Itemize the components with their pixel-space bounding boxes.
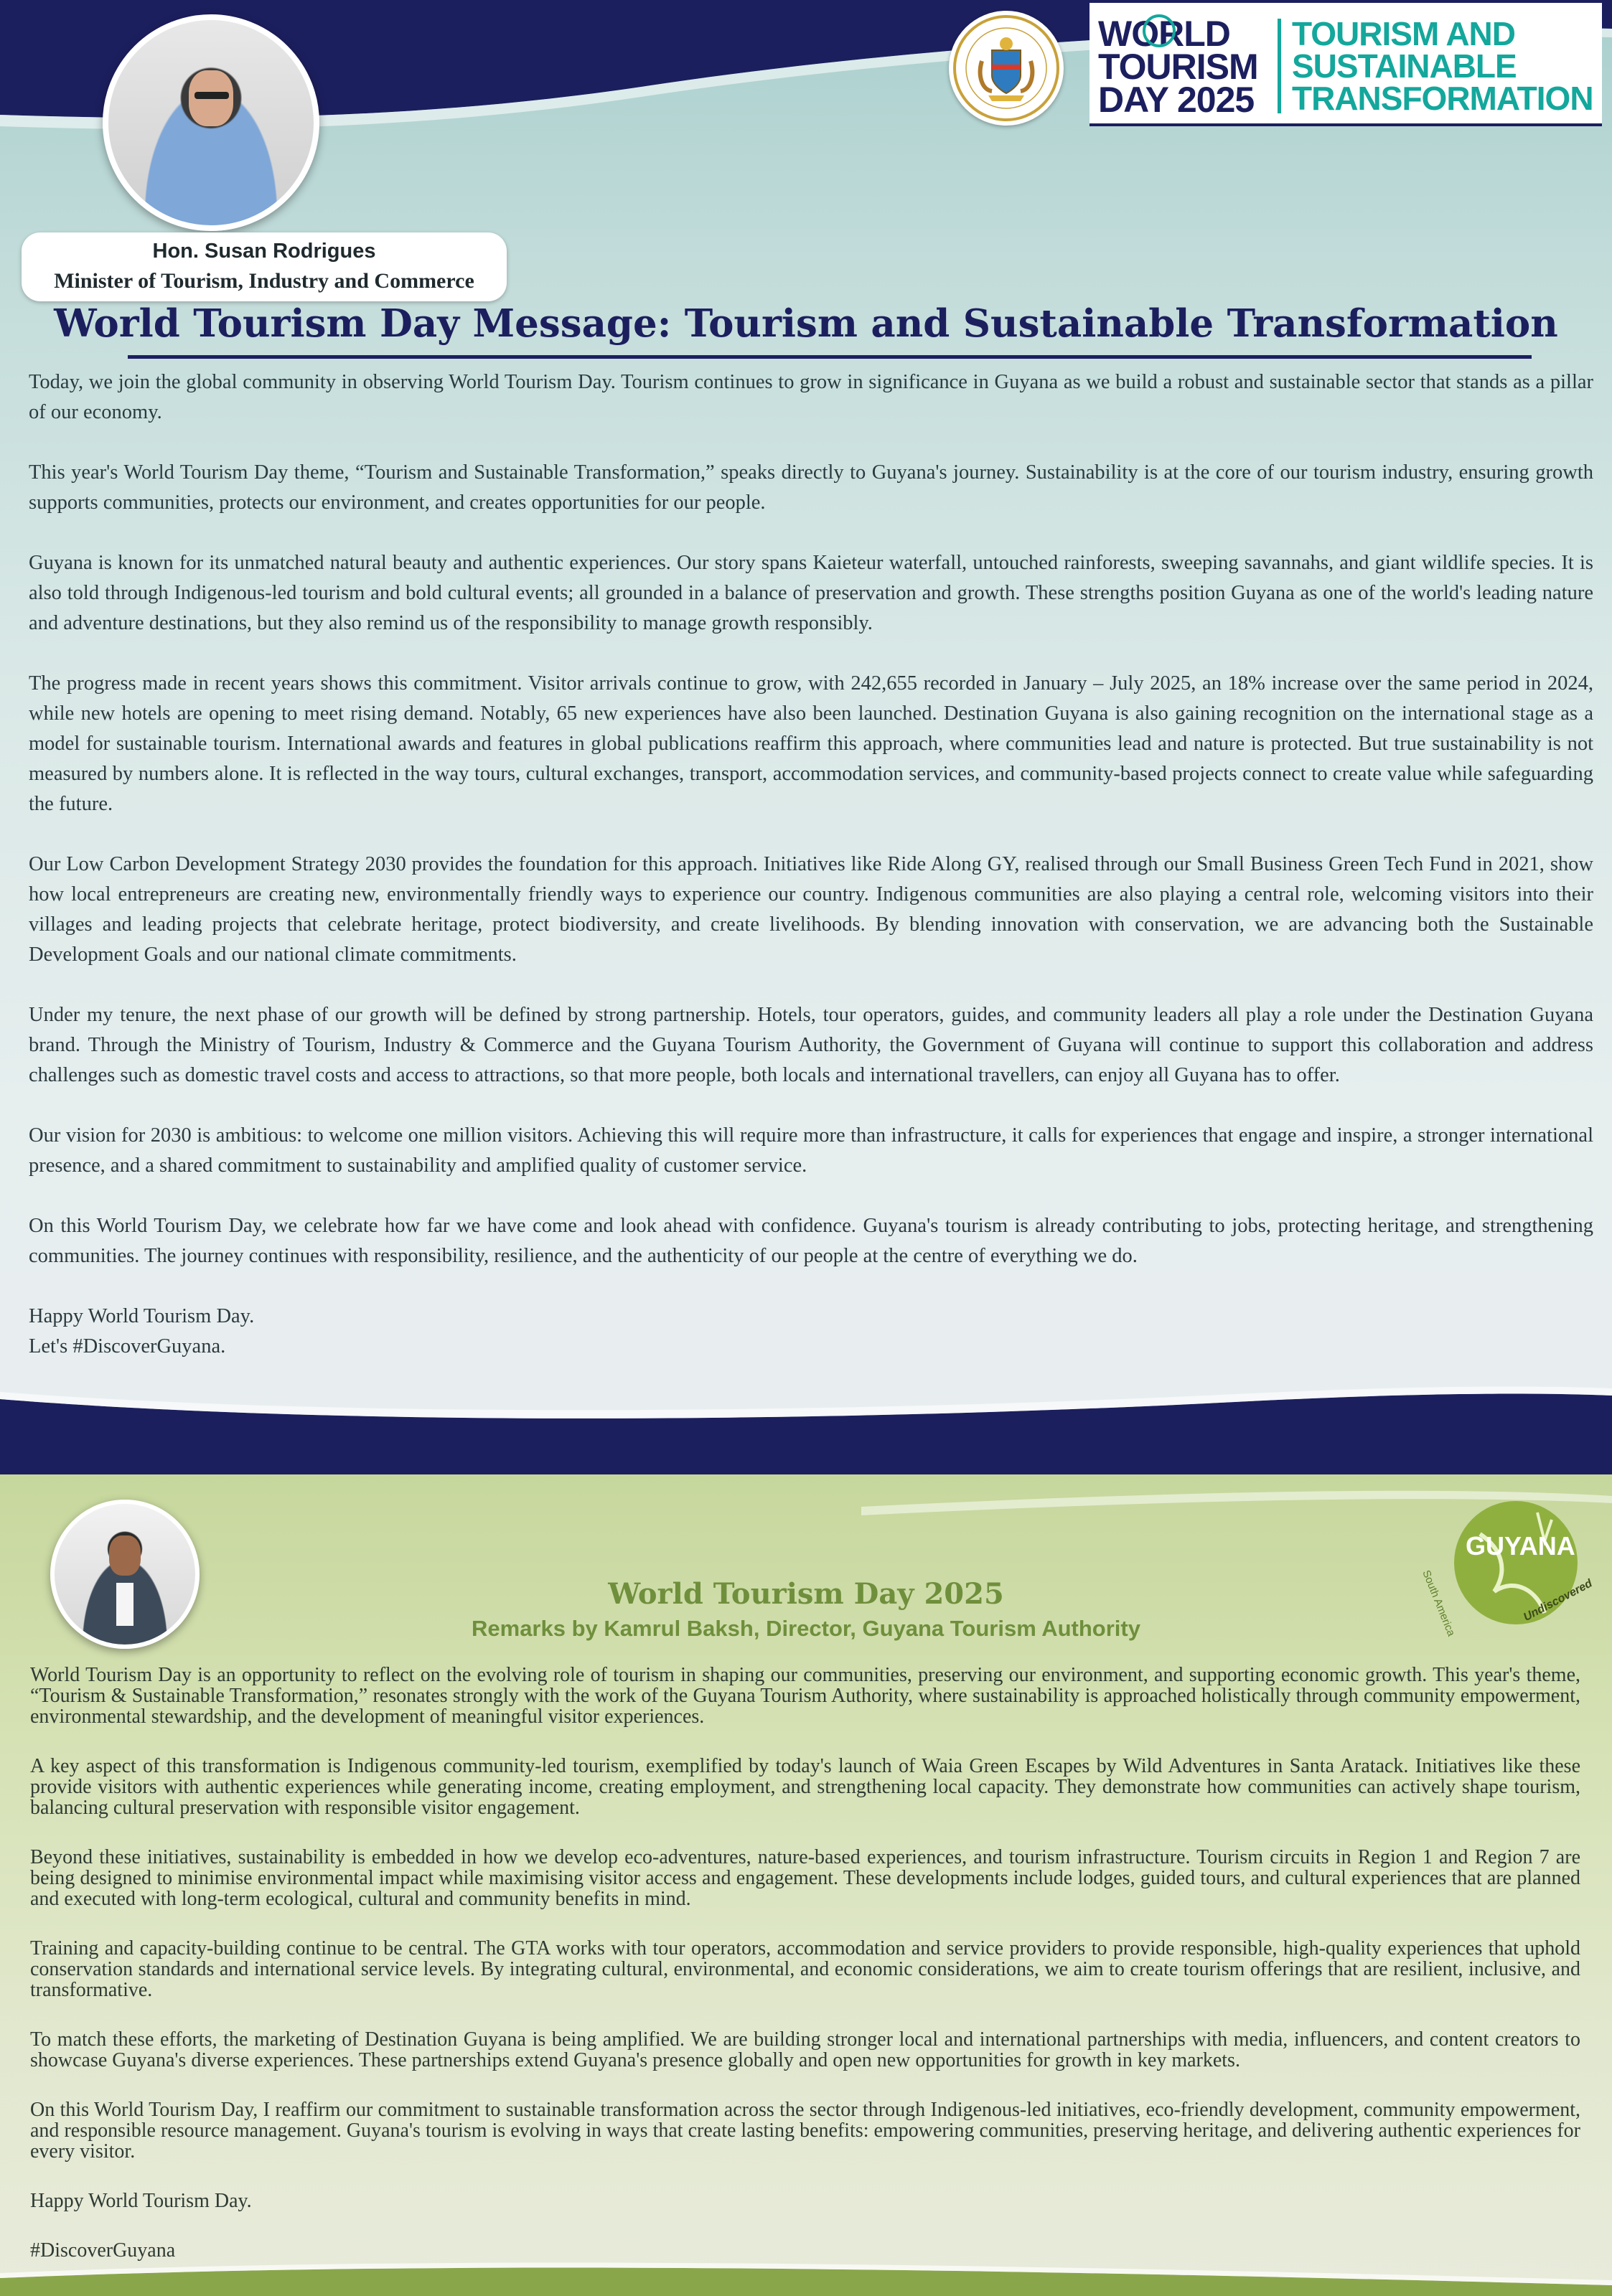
badge-divider xyxy=(1278,19,1281,113)
glasses-icon xyxy=(195,92,229,99)
closing-line: Happy World Tourism Day. xyxy=(29,1305,255,1327)
remarks-subtitle: Remarks by Kamrul Baksh, Director, Guyana Tourism Authority xyxy=(472,1616,1140,1641)
logo-tagline-undiscovered: Undiscovered xyxy=(1522,1577,1595,1624)
message-paragraph: The progress made in recent years shows this commitment. Visitor arrivals continue to grow, with 242,655 recorded in January – July 2025, an 18% increase over the same period in 2024, while new hotels are opening to meet rising demand. Notably, 65 new experiences have also been launched. Destination Guyana is also gaining recognition on the international stage as a model for sustainable tourism. International awards and features in global publications reaffirm this approach, where communities lead and nature is protected. But true sustainability is not measured by numbers alone. It is reflected in the way tours, cultural exchanges, transport, accommodation services, and community-based projects connect to create value while safeguarding the future. xyxy=(29,672,1593,815)
message-paragraph: Guyana is known for its unmatched natural beauty and authentic experiences. Our story spans Kaieteur waterfall, untouched rainforests, sweeping savannahs, and giant wildlife species. It is also told through Indigenous-led tourism and bold cultural events; all grounded in a balance of preservation and growth. These strengths position Guyana as one of the world's leading nature and adventure destinations, but they also remind us of the responsibility to manage growth responsibly. xyxy=(29,552,1593,634)
badge-theme-line1: TOURISM AND xyxy=(1292,15,1515,52)
message-body xyxy=(29,367,1593,1362)
remarks-paragraph: A key aspect of this transformation is Indigenous community-led tourism, exemplified by today's launch of Waia Green Escapes by Wild Adventures in Santa Aratack. Initiatives like these provide visitors with authentic experiences while generating income, creating employment, and strengthening local capacity. They demonstrate how communities can actively shape tourism, balancing cultural preservation with responsible visitor engagement. xyxy=(30,1755,1580,1819)
closing-hashtag: Let's #DiscoverGuyana. xyxy=(29,1335,226,1358)
message-paragraph: Under my tenure, the next phase of our growth will be defined by strong partnership. Hotels, tour operators, guides, and community leaders all play a role under the Destination Guyana brand. Through the Ministry of Tourism, Industry & Commerce and the Guyana Tourism Authority, the Government of Guyana will continue to support this collaboration and address challenges such as domestic travel costs and access to attractions, so that more people, both locals and international travellers, can enjoy all Guyana has to offer. xyxy=(29,1004,1593,1086)
ministry-crest xyxy=(949,11,1064,126)
message-paragraph: On this World Tourism Day, we celebrate how far we have come and look ahead with confidence. Guyana's tourism is already contributing to jobs, protecting heritage, and strengthening communities. The journey continues with responsibility, resilience, and the authenticity of our people at the centre of everything we do. xyxy=(29,1215,1593,1267)
remarks-paragraph: Happy World Tourism Day. xyxy=(30,2190,252,2212)
remarks-paragraph: Training and capacity-building continue to be central. The GTA works with tour operators, accommodation and service providers to provide responsible, high-quality experiences that uphold conservation standards and international service levels. By integrating cultural, environmental, and economic considerations, we aim to create tourism offerings that are resilient, inclusive, and transformative. xyxy=(30,1937,1580,2001)
remarks-paragraph: To match these efforts, the marketing of Destination Guyana is being amplified. We are building stronger local and international partnerships with media, influencers, and content creators to showcase Guyana's diverse experiences. These partnerships extend Guyana's presence globally and open new opportunities for growth in key markets. xyxy=(30,2028,1580,2071)
logo-tagline-south-america: South America xyxy=(1420,1568,1458,1638)
message-paragraph: Today, we join the global community in observing World Tourism Day. Tourism continues to grow in significance in Guyana as we build a robust and sustainable sector that stands as a pillar of our economy. xyxy=(29,371,1593,423)
guyana-logo-name: GUYANA xyxy=(1466,1531,1575,1561)
director-face xyxy=(109,1535,141,1576)
message-paragraph: Our vision for 2030 is ambitious: to welcome one million visitors. Achieving this will require more than infrastructure, it calls for experiences that engage and inspire, a stronger international presence, and a shared commitment to sustainability and amplified quality of customer service. xyxy=(29,1124,1593,1177)
remarks-body xyxy=(30,1665,1580,2261)
minister-portrait xyxy=(103,14,319,231)
remarks-paragraph: Beyond these initiatives, sustainability is embedded in how we develop eco-adventures, nature-based experiences, and tourism infrastructure. Tourism circuits in Region 1 and Region 7 are being designed to minimise environmental impact while maximising visitor access and engagement. These developments include lodges, guided tours, and cultural experiences that are planned and executed with long-term ecological, cultural and community benefits in mind. xyxy=(30,1846,1580,1910)
badge-line-world: WORLD xyxy=(1098,14,1230,54)
minister-role: Minister of Tourism, Industry and Commerce xyxy=(54,269,474,293)
message-paragraph: Our Low Carbon Development Strategy 2030 provides the foundation for this approach. Initiatives like Ride Along GY, realised through our Small Business Green Tech Fund in 2021, show how local entrepreneurs are creating new, environmentally friendly ways to experience our country. Indigenous communities are also playing a central role, welcoming visitors into their villages and leading projects that celebrate heritage, protect biodiversity, and create livelihoods. By blending innovation with conservation, we are advancing both the Sustainable Development Goals and our national climate commitments. xyxy=(29,853,1593,966)
remarks-title: World Tourism Day 2025 xyxy=(608,1577,1004,1611)
badge-line-day: DAY 2025 xyxy=(1098,80,1255,120)
badge-line-tourism: TOURISM xyxy=(1098,47,1258,87)
badge-theme-line3: TRANSFORMATION xyxy=(1292,80,1593,117)
globe-icon xyxy=(1143,14,1176,47)
remarks-paragraph: On this World Tourism Day, I reaffirm our commitment to sustainable transformation across the sector through Indigenous-led initiatives, eco-friendly development, community empowerment, and responsible resource management. Guyana's tourism is evolving in ways that create lasting benefits: empowering communities, preserving heritage, and delivering authentic experiences for every visitor. xyxy=(30,2099,1580,2163)
world-tourism-day-badge xyxy=(1089,3,1602,126)
title-underline xyxy=(128,355,1532,359)
minister-caption xyxy=(22,232,507,301)
badge-theme-line2: SUSTAINABLE xyxy=(1292,47,1517,85)
message-paragraph: This year's World Tourism Day theme, “Tourism and Sustainable Transformation,” speaks directly to Guyana's journey. Sustainability is at the core of our tourism industry, ensuring growth supports communities, protects our environment, and creates opportunities for our people. xyxy=(29,461,1593,514)
remarks-hashtag: #DiscoverGuyana xyxy=(30,2239,176,2262)
remarks-paragraph: World Tourism Day is an opportunity to reflect on the evolving role of tourism in shaping our communities, preserving our environment, and supporting economic growth. This year's theme, “Tourism & Sustainable Transformation,” resonates strongly with the work of the Guyana Tourism Authority, where sustainability is approached holistically through community empowerment, environmental stewardship, and the development of meaningful visitor experiences. xyxy=(30,1664,1580,1728)
message-title: World Tourism Day Message: Tourism and Sustainable Transformation xyxy=(54,301,1558,346)
minister-name: Hon. Susan Rodrigues xyxy=(152,240,376,263)
coat-of-arms-icon xyxy=(949,11,1064,126)
